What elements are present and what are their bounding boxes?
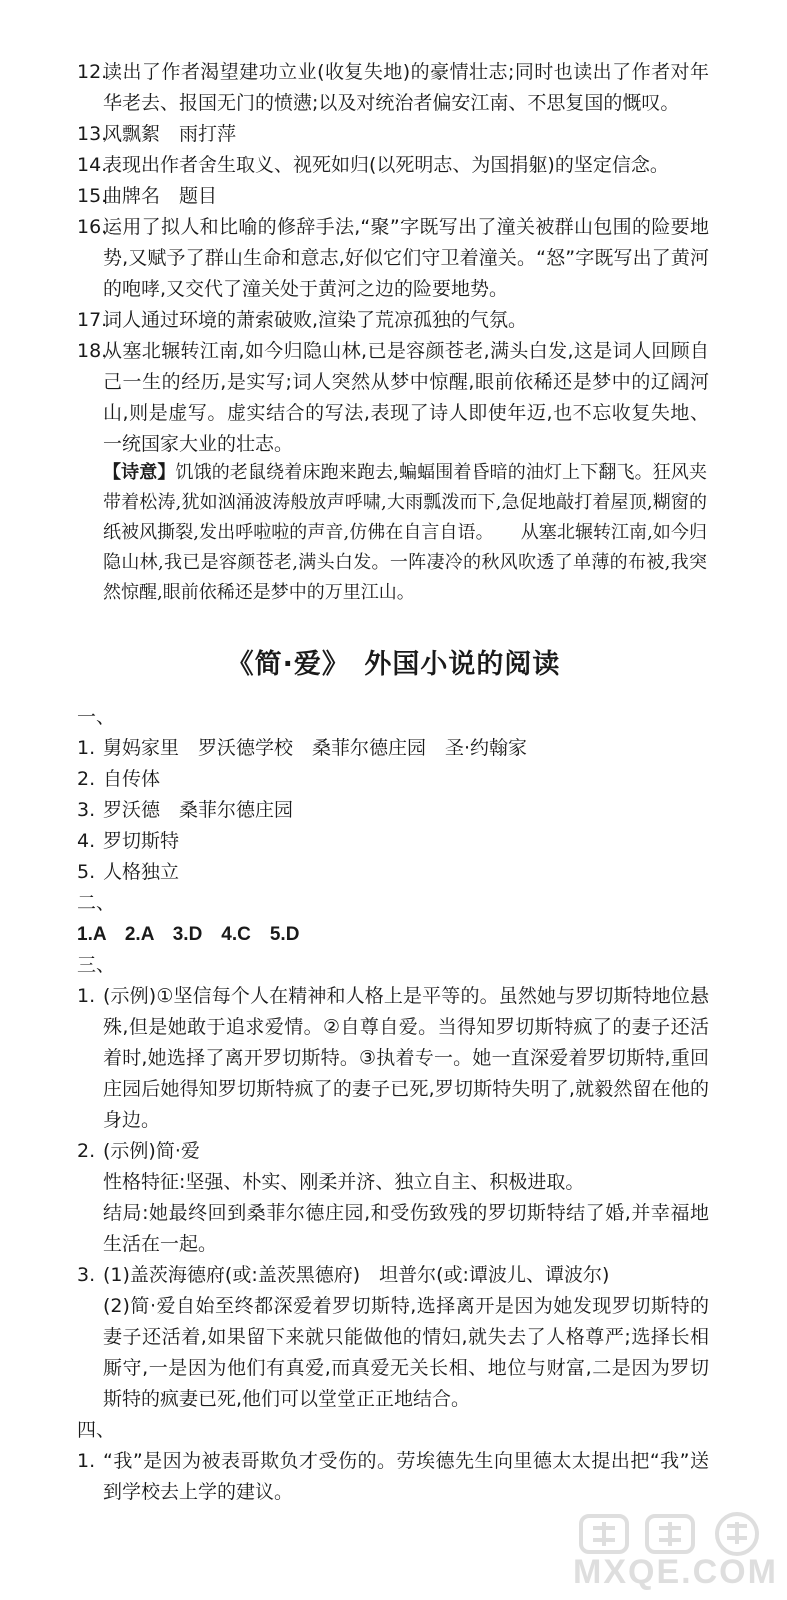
item-number: 3. bbox=[77, 799, 96, 821]
part-one-heading: 一、 bbox=[77, 706, 116, 728]
section-title: 《简·爱》 外国小说的阅读 bbox=[226, 649, 561, 680]
item-text: 读出了作者渴望建功立业(收复失地)的豪情壮志;同时也读出了作者对年华老去、报国无门的愤懑;以及对统治者偏安江南、不思复国的慨叹。 bbox=[103, 61, 709, 114]
item-number: 1. bbox=[77, 737, 96, 759]
item-number: 14. bbox=[77, 154, 108, 176]
item-number: 12. bbox=[77, 61, 108, 83]
watermark-logo bbox=[573, 1510, 778, 1592]
answer-item-15 bbox=[77, 181, 709, 212]
answer-item-18 bbox=[77, 336, 709, 460]
part-four-item-1 bbox=[77, 1446, 709, 1508]
item-text: 风飘絮 雨打萍 bbox=[103, 123, 237, 145]
part-one-item-5 bbox=[77, 857, 709, 888]
watermark-text: MXQE.COM bbox=[573, 1553, 778, 1591]
answer-item-12 bbox=[77, 57, 709, 119]
answer-item-13 bbox=[77, 119, 709, 150]
part-three-item-3 bbox=[77, 1260, 709, 1291]
item-number: 4. bbox=[77, 830, 96, 852]
item-text: 人格独立 bbox=[103, 861, 180, 883]
item-number: 13. bbox=[77, 123, 108, 145]
part-three-item-1 bbox=[77, 981, 709, 1136]
part-one-item-1 bbox=[77, 733, 709, 764]
part-one-item-3 bbox=[77, 795, 709, 826]
item-number: 5. bbox=[77, 861, 96, 883]
item-number: 16. bbox=[77, 216, 108, 238]
multiple-choice-answers: 1.A 2.A 3.D 4.C 5.D bbox=[77, 924, 300, 945]
part-two-heading: 二、 bbox=[77, 892, 116, 914]
item-number: 3. bbox=[77, 1264, 96, 1286]
item-number: 1. bbox=[77, 1450, 96, 1472]
part-three-item-3-sub2: (2)简·爱自始至终都深爱着罗切斯特,选择离开是因为她发现罗切斯特的妻子还活着,如果留下来就只能做他的情妇,就失去了人格尊严;选择长相厮守,一是因为他们有真爱,而真爱无关长相、地位与财富,二是因为罗切斯特的疯妻已死,他们可以堂堂正正地结合。 bbox=[103, 1295, 709, 1410]
poem-meaning-tag: 【诗意】 bbox=[103, 462, 176, 483]
item-text: (示例)简·爱 bbox=[103, 1140, 200, 1162]
answer-item-14 bbox=[77, 150, 709, 181]
character-ending: 结局:她最终回到桑菲尔德庄园,和受伤致残的罗切斯特结了婚,并幸福地生活在一起。 bbox=[103, 1202, 709, 1255]
item-text: 舅妈家里 罗沃德学校 桑菲尔德庄园 圣·约翰家 bbox=[103, 737, 528, 759]
answer-item-16 bbox=[77, 212, 709, 305]
item-number: 2. bbox=[77, 1140, 96, 1162]
item-text: 罗沃德 桑菲尔德庄园 bbox=[103, 799, 294, 821]
item-text: 罗切斯特 bbox=[103, 830, 180, 852]
item-text: 曲牌名 题目 bbox=[103, 185, 218, 207]
item-text: 词人通过环境的萧索破败,渲染了荒凉孤独的气氛。 bbox=[103, 309, 528, 331]
item-number: 18. bbox=[77, 340, 108, 362]
item-text: (示例)①坚信每个人在精神和人格上是平等的。虽然她与罗切斯特地位悬殊,但是她敢于追求爱情。②自尊自爱。当得知罗切斯特疯了的妻子还活着时,她选择了离开罗切斯特。③执着专一。她一直深爱着罗切斯特,重回庄园后她得知罗切斯特疯了的妻子已死,罗切斯特失明了,就毅然留在他的身边。 bbox=[103, 985, 709, 1131]
item-text: 从塞北辗转江南,如今归隐山林,已是容颜苍老,满头白发,这是词人回顾自己一生的经历,是实写;词人突然从梦中惊醒,眼前依稀还是梦中的辽阔河山,则是虚写。虚实结合的写法,表现了诗人即使年迈,也不忘收复失地、一统国家大业的壮志。 bbox=[103, 340, 709, 455]
part-three-heading: 三、 bbox=[77, 954, 116, 976]
item-text: “我”是因为被表哥欺负才受伤的。劳埃德先生向里德太太提出把“我”送到学校去上学的建议。 bbox=[103, 1450, 709, 1503]
item-text: 自传体 bbox=[103, 768, 161, 790]
item-text: 运用了拟人和比喻的修辞手法,“聚”字既写出了潼关被群山包围的险要地势,又赋予了群山生命和意志,好似它们守卫着潼关。“怒”字既写出了黄河的咆哮,又交代了潼关处于黄河之边的险要地势。 bbox=[103, 216, 709, 300]
part-four-heading: 四、 bbox=[77, 1419, 116, 1441]
item-number: 1. bbox=[77, 985, 96, 1007]
answer-item-17 bbox=[77, 305, 709, 336]
part-one-item-2 bbox=[77, 764, 709, 795]
item-number: 2. bbox=[77, 768, 96, 790]
item-text: 表现出作者舍生取义、视死如归(以死明志、为国捐躯)的坚定信念。 bbox=[103, 154, 669, 176]
watermark-emblem-icon bbox=[573, 1510, 773, 1558]
poem-meaning bbox=[103, 458, 707, 608]
item-number: 17. bbox=[77, 309, 108, 331]
item-number: 15. bbox=[77, 185, 108, 207]
character-traits: 性格特征:坚强、朴实、刚柔并济、独立自主、积极进取。 bbox=[103, 1171, 585, 1193]
part-three-item-2 bbox=[77, 1136, 709, 1167]
poem-meaning-text: 饥饿的老鼠绕着床跑来跑去,蝙蝠围着昏暗的油灯上下翻飞。狂风夹带着松涛,犹如汹涌波涛般放声呼啸,大雨瓢泼而下,急促地敲打着屋顶,糊窗的纸被风撕裂,发出呼啦啦的声音,仿佛在自言自语。 从塞北辗转江南,如今归隐山林,我已是容颜苍老,满头白发。一阵凄冷的秋风吹透了单薄的布被,我突然惊醒,眼前依稀还是梦中的万里江山。 bbox=[103, 462, 708, 603]
item-text: (1)盖茨海德府(或:盖茨黑德府) 坦普尔(或:谭波儿、谭波尔) bbox=[103, 1264, 610, 1286]
part-one-item-4 bbox=[77, 826, 709, 857]
